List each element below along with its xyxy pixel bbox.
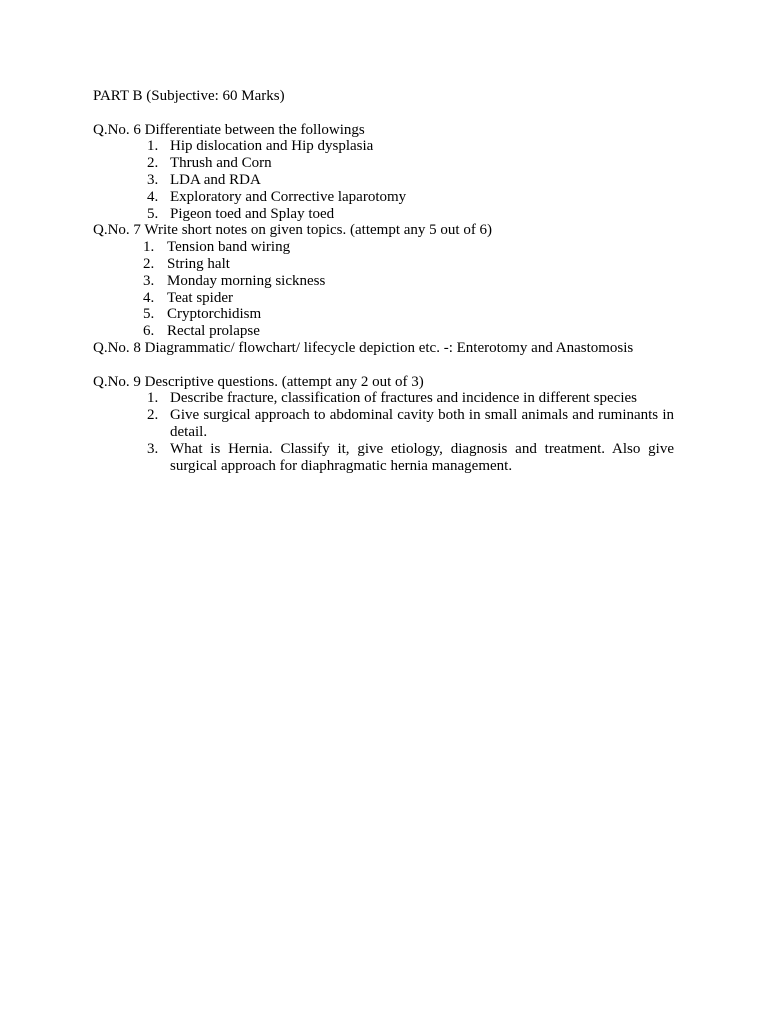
q6-item-2 bbox=[93, 155, 675, 172]
q6-item-4 bbox=[93, 189, 675, 206]
part-title: PART B (Subjective: 60 Marks) bbox=[93, 88, 285, 104]
item-text: Monday morning sickness bbox=[167, 272, 326, 289]
item-text: Teat spider bbox=[167, 289, 234, 306]
q8-heading: Q.No. 8 Diagrammatic/ flowchart/ lifecycle depiction etc. -: Enterotomy and Anastomosis bbox=[93, 339, 634, 356]
item-text: Tension band wiring bbox=[167, 239, 291, 256]
q7-item-6 bbox=[93, 323, 675, 340]
q7-item-2 bbox=[93, 256, 675, 273]
item-text: Exploratory and Corrective laparotomy bbox=[170, 188, 407, 205]
q7-item-3 bbox=[93, 273, 675, 290]
item-text: Thrush and Corn bbox=[170, 155, 272, 172]
item-number: 2. bbox=[147, 407, 159, 424]
item-number: 1. bbox=[143, 239, 155, 256]
spacer bbox=[93, 357, 675, 374]
item-text: What is Hernia. Classify it, give etiology, diagnosis and treatment. Also give surgical approach for diaphragmatic hernia management. bbox=[170, 440, 674, 474]
item-number: 1. bbox=[147, 138, 159, 155]
item-number: 3. bbox=[143, 272, 155, 289]
item-text: String halt bbox=[167, 255, 230, 272]
item-number: 3. bbox=[147, 171, 159, 188]
item-text: Describe fracture, classification of fractures and incidence in different species bbox=[170, 390, 637, 407]
item-number: 4. bbox=[143, 289, 155, 306]
exam-page bbox=[93, 88, 675, 474]
q7-heading: Q.No. 7 Write short notes on given topics. (attempt any 5 out of 6) bbox=[93, 222, 493, 239]
q7-item-5 bbox=[93, 306, 675, 323]
spacer bbox=[93, 105, 675, 122]
item-text: Cryptorchidism bbox=[167, 306, 262, 323]
item-number: 4. bbox=[147, 188, 159, 205]
item-number: 1. bbox=[147, 390, 159, 407]
item-text: Hip dislocation and Hip dysplasia bbox=[170, 138, 374, 155]
q9-item-3 bbox=[93, 441, 675, 475]
q9-list bbox=[93, 390, 675, 474]
item-text: Give surgical approach to abdominal cavity both in small animals and ruminants in detail. bbox=[170, 407, 674, 440]
q7-list bbox=[93, 239, 675, 340]
q6-item-5 bbox=[93, 206, 675, 223]
q6-heading: Q.No. 6 Differentiate between the followings bbox=[93, 121, 365, 138]
item-number: 3. bbox=[147, 440, 159, 457]
item-number: 2. bbox=[147, 155, 159, 172]
q9-heading: Q.No. 9 Descriptive questions. (attempt any 2 out of 3) bbox=[93, 373, 424, 390]
item-number: 5. bbox=[147, 205, 159, 222]
q6-list bbox=[93, 138, 675, 222]
item-text: Pigeon toed and Splay toed bbox=[170, 205, 335, 222]
q7-item-4 bbox=[93, 290, 675, 307]
item-number: 5. bbox=[143, 306, 155, 323]
q9-item-2 bbox=[93, 407, 675, 441]
item-text: Rectal prolapse bbox=[167, 323, 260, 340]
item-number: 2. bbox=[143, 255, 155, 272]
q7-item-1 bbox=[93, 239, 675, 256]
item-number: 6. bbox=[143, 323, 155, 340]
item-text: LDA and RDA bbox=[170, 171, 261, 188]
q9-item-1 bbox=[93, 390, 675, 407]
q6-item-3 bbox=[93, 172, 675, 189]
q6-item-1 bbox=[93, 138, 675, 155]
